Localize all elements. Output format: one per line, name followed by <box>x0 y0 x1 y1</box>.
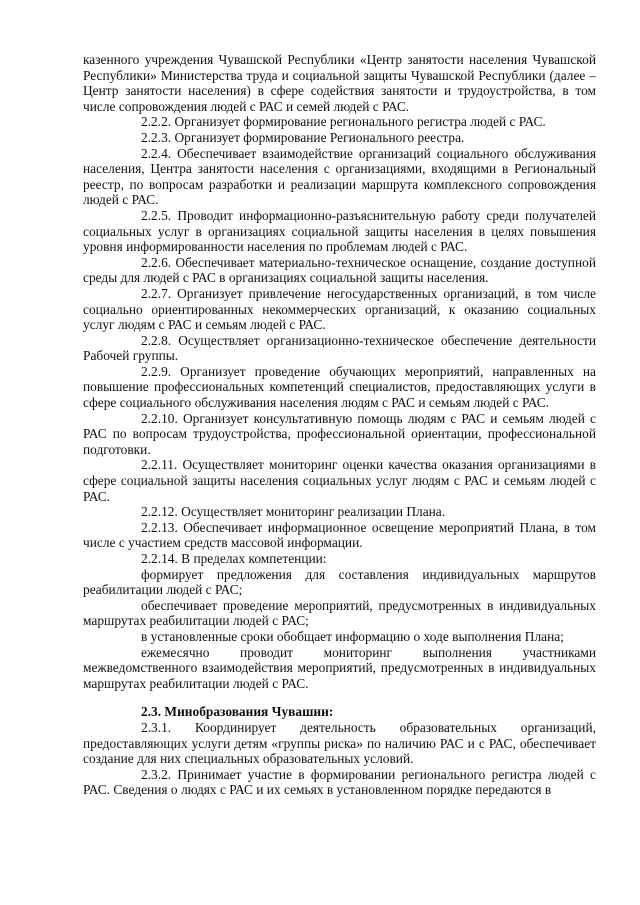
paragraph-2-2-13: 2.2.13. Обеспечивает информационное освещение мероприятий Плана, в том числе с участием средств массовой информации. <box>83 519 596 551</box>
paragraph-2-2-2: 2.2.2. Организует формирование регионального регистра людей с РАС. <box>141 114 546 130</box>
paragraph-2-2-14: 2.2.14. В пределах компетенции: <box>141 551 327 566</box>
list-item-competence-3: в установленные сроки обобщает информацию о ходе выполнения Плана; <box>141 628 564 644</box>
paragraph-2-2-12: 2.2.12. Осуществляет мониторинг реализации Плана. <box>141 504 446 520</box>
list-item-competence-4: ежемесячно проводит мониторинг выполнения участниками межведомственного взаимодействия мероприятий, предусмотренных в индивидуальных маршрутах реабилитации людей с РАС. <box>83 644 596 691</box>
paragraph-2-3-2: 2.3.2. Принимает участие в формировании регионального регистра людей с РАС. Сведения о людях с РАС и их семьях в установленном порядке передаются в <box>83 766 596 798</box>
paragraph-2-3-1: 2.3.1. Координирует деятельность образовательных организаций, предоставляющих услуги детям «группы риска» по наличию РАС и с РАС, обеспечивает создание для них специальных образовательных условий. <box>83 719 596 767</box>
paragraph-2-2-10: 2.2.10. Организует консультативную помощь людям с РАС и семьям людей с РАС по вопросам трудоустройства, профессиональной ориентации, профессиональной подготовки. <box>83 410 596 457</box>
paragraph-2-2-7: 2.2.7. Организует привлечение негосударственных организаций, в том числе социально ориентированных некоммерческих организаций, к оказанию социальных услуг людям с РАС и семьям людей с РАС. <box>83 285 596 333</box>
paragraph-2-2-5: 2.2.5. Проводит информационно-разъяснительную работу среди получателей социальных услуг в организациях социальной защиты населения в целях повышения уровня информированности населения по проблемам людей с РАС. <box>83 207 596 255</box>
section-spacer <box>83 691 596 704</box>
paragraph-2-2-6: 2.2.6. Обеспечивает материально-техническое оснащение, создание доступной среды для людей с РАС в организациях социальной защиты населения. <box>83 254 596 286</box>
paragraph-2-2-9: 2.2.9. Организует проведение обучающих мероприятий, направленных на повышение профессиональных компетенций специалистов, предоставляющих услуги в сфере социального обслуживания населения людям с РАС и семьям людей с РАС. <box>83 363 596 411</box>
list-item-competence-1: формирует предложения для составления индивидуальных маршрутов реабилитации людей с РАС; <box>83 566 596 598</box>
paragraph-intro: казенного учреждения Чувашской Республики «Центр занятости населения Чувашской Республики» Министерства труда и социальной защиты Чувашской Республики (далее – Центр занятости населения) в сфере содействия занятости и трудоустройства, в том числе сопровождения людей с РАС и семей людей с РАС. <box>83 52 596 114</box>
list-item-competence-2: обеспечивает проведение мероприятий, предусмотренных в индивидуальных маршрутах реабилитации людей с РАС; <box>83 597 596 629</box>
paragraph-2-2-8: 2.2.8. Осуществляет организационно-техническое обеспечение деятельности Рабочей группы. <box>83 332 596 364</box>
paragraph-2-2-4: 2.2.4. Обеспечивает взаимодействие организаций социального обслуживания населения, Центра занятости населения с организациями, входящими в Региональный реестр, по вопросам разработки и реализации маршрута комплексного сопровождения людей с РАС. <box>83 145 596 208</box>
paragraph-2-2-3: 2.2.3. Организует формирование Регионального реестра. <box>141 129 465 145</box>
paragraph-2-2-11: 2.2.11. Осуществляет мониторинг оценки качества оказания организациями в сфере социальной защиты населения социальных услуг людям с РАС и семьям людей с РАС. <box>83 457 596 504</box>
section-heading: 2.3. Минобразования Чувашии: <box>141 704 334 720</box>
